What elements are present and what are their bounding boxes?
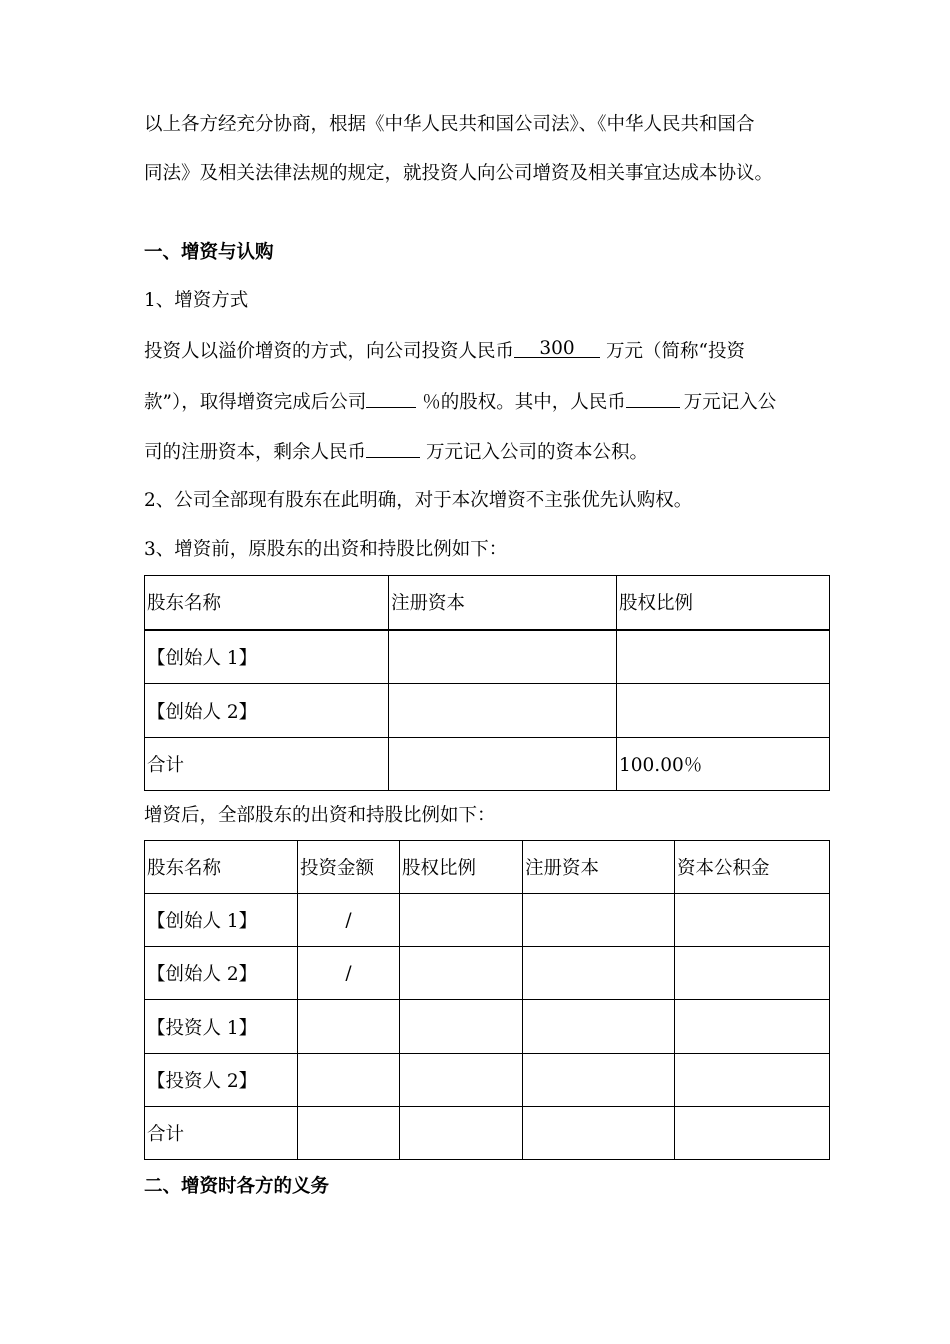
capital-reserve-blank [366, 443, 420, 458]
cell-equity-ratio [617, 630, 830, 684]
cell-shareholder: 【创始人 1】 [145, 630, 389, 684]
table-total-row [145, 1107, 830, 1160]
cell-equity-ratio-total: 100.00％ [617, 738, 830, 791]
equity-blank [366, 393, 416, 408]
cell-registered-capital [523, 894, 675, 947]
table-row [145, 1000, 830, 1054]
cell-capital-reserve [675, 947, 830, 1000]
cell-capital-reserve [675, 1000, 830, 1054]
cell-equity-ratio [400, 1000, 523, 1054]
cell-equity-ratio [400, 894, 523, 947]
cell-registered-capital [523, 1000, 675, 1054]
cell-registered-capital [389, 738, 617, 791]
cell-equity-ratio [617, 684, 830, 738]
table-total-row [145, 738, 830, 791]
item-3: 3、增资前，原股东的出资和持股比例如下： [144, 539, 508, 560]
cell-equity-ratio [400, 1054, 523, 1107]
section-2-title: 二、增资时各方的义务 [144, 1176, 330, 1197]
text: 万元（简称“投资 [606, 341, 745, 362]
header-shareholder-name: 股东名称 [145, 841, 298, 894]
cell-equity-ratio [400, 1107, 523, 1160]
cell-shareholder: 【投资人 1】 [145, 1000, 298, 1054]
table-header-row [145, 576, 830, 630]
after-caption: 增资后，全部股东的出资和持股比例如下： [144, 805, 496, 826]
table-before-capital-increase [144, 575, 830, 791]
text: 投资人以溢价增资的方式，向公司投资人民币 [144, 341, 515, 362]
cell-registered-capital [389, 684, 617, 738]
intro-line-2: 同法》及相关法律法规的规定，就投资人向公司增资及相关事宜达成本协议。 [144, 163, 774, 184]
header-registered-capital: 注册资本 [389, 576, 617, 630]
header-equity-ratio: 股权比例 [617, 576, 830, 630]
paragraph-line-1 [144, 338, 745, 362]
investment-amount [514, 338, 600, 359]
text: 万元记入公 [683, 392, 777, 413]
cell-capital-reserve [675, 894, 830, 947]
cell-capital-reserve [675, 1054, 830, 1107]
paragraph-line-2 [144, 393, 776, 413]
table-after-capital-increase [144, 840, 830, 1160]
cell-registered-capital [389, 630, 617, 684]
cell-capital-reserve [675, 1107, 830, 1160]
investment-amount-value: 300 [539, 338, 575, 359]
intro-line-1: 以上各方经充分协商，根据《中华人民共和国公司法》、《中华人民共和国合 [144, 114, 755, 135]
header-shareholder-name: 股东名称 [145, 576, 389, 630]
cell-registered-capital [523, 1054, 675, 1107]
cell-registered-capital [523, 947, 675, 1000]
header-equity-ratio: 股权比例 [400, 841, 523, 894]
text: 司的注册资本，剩余人民币 [144, 442, 367, 463]
cell-investment-amount: / [298, 947, 400, 1000]
item-2: 2、公司全部现有股东在此明确，对于本次增资不主张优先认购权。 [144, 490, 693, 511]
header-registered-capital: 注册资本 [523, 841, 675, 894]
cell-total-label: 合计 [145, 1107, 298, 1160]
registered-capital-blank [626, 393, 680, 408]
text: 款”），取得增资完成后公司 [144, 392, 367, 413]
cell-shareholder: 【创始人 1】 [145, 894, 298, 947]
cell-investment-amount [298, 1107, 400, 1160]
cell-investment-amount: / [298, 894, 400, 947]
cell-investment-amount [298, 1000, 400, 1054]
cell-shareholder: 【投资人 2】 [145, 1054, 298, 1107]
cell-investment-amount [298, 1054, 400, 1107]
header-investment-amount: 投资金额 [298, 841, 400, 894]
table-row [145, 947, 830, 1000]
cell-registered-capital [523, 1107, 675, 1160]
table-row [145, 630, 830, 684]
paragraph-line-3 [144, 443, 648, 463]
cell-shareholder: 【创始人 2】 [145, 947, 298, 1000]
header-capital-reserve: 资本公积金 [675, 841, 830, 894]
cell-equity-ratio [400, 947, 523, 1000]
table-row [145, 894, 830, 947]
cell-total-label: 合计 [145, 738, 389, 791]
text: 万元记入公司的资本公积。 [426, 442, 649, 463]
text: ％的股权。其中，人民币 [422, 392, 626, 413]
table-row [145, 1054, 830, 1107]
cell-shareholder: 【创始人 2】 [145, 684, 389, 738]
table-header-row [145, 841, 830, 894]
table-row [145, 684, 830, 738]
section-1-title: 一、增资与认购 [144, 242, 274, 263]
item-1-title: 1、增资方式 [144, 290, 249, 311]
